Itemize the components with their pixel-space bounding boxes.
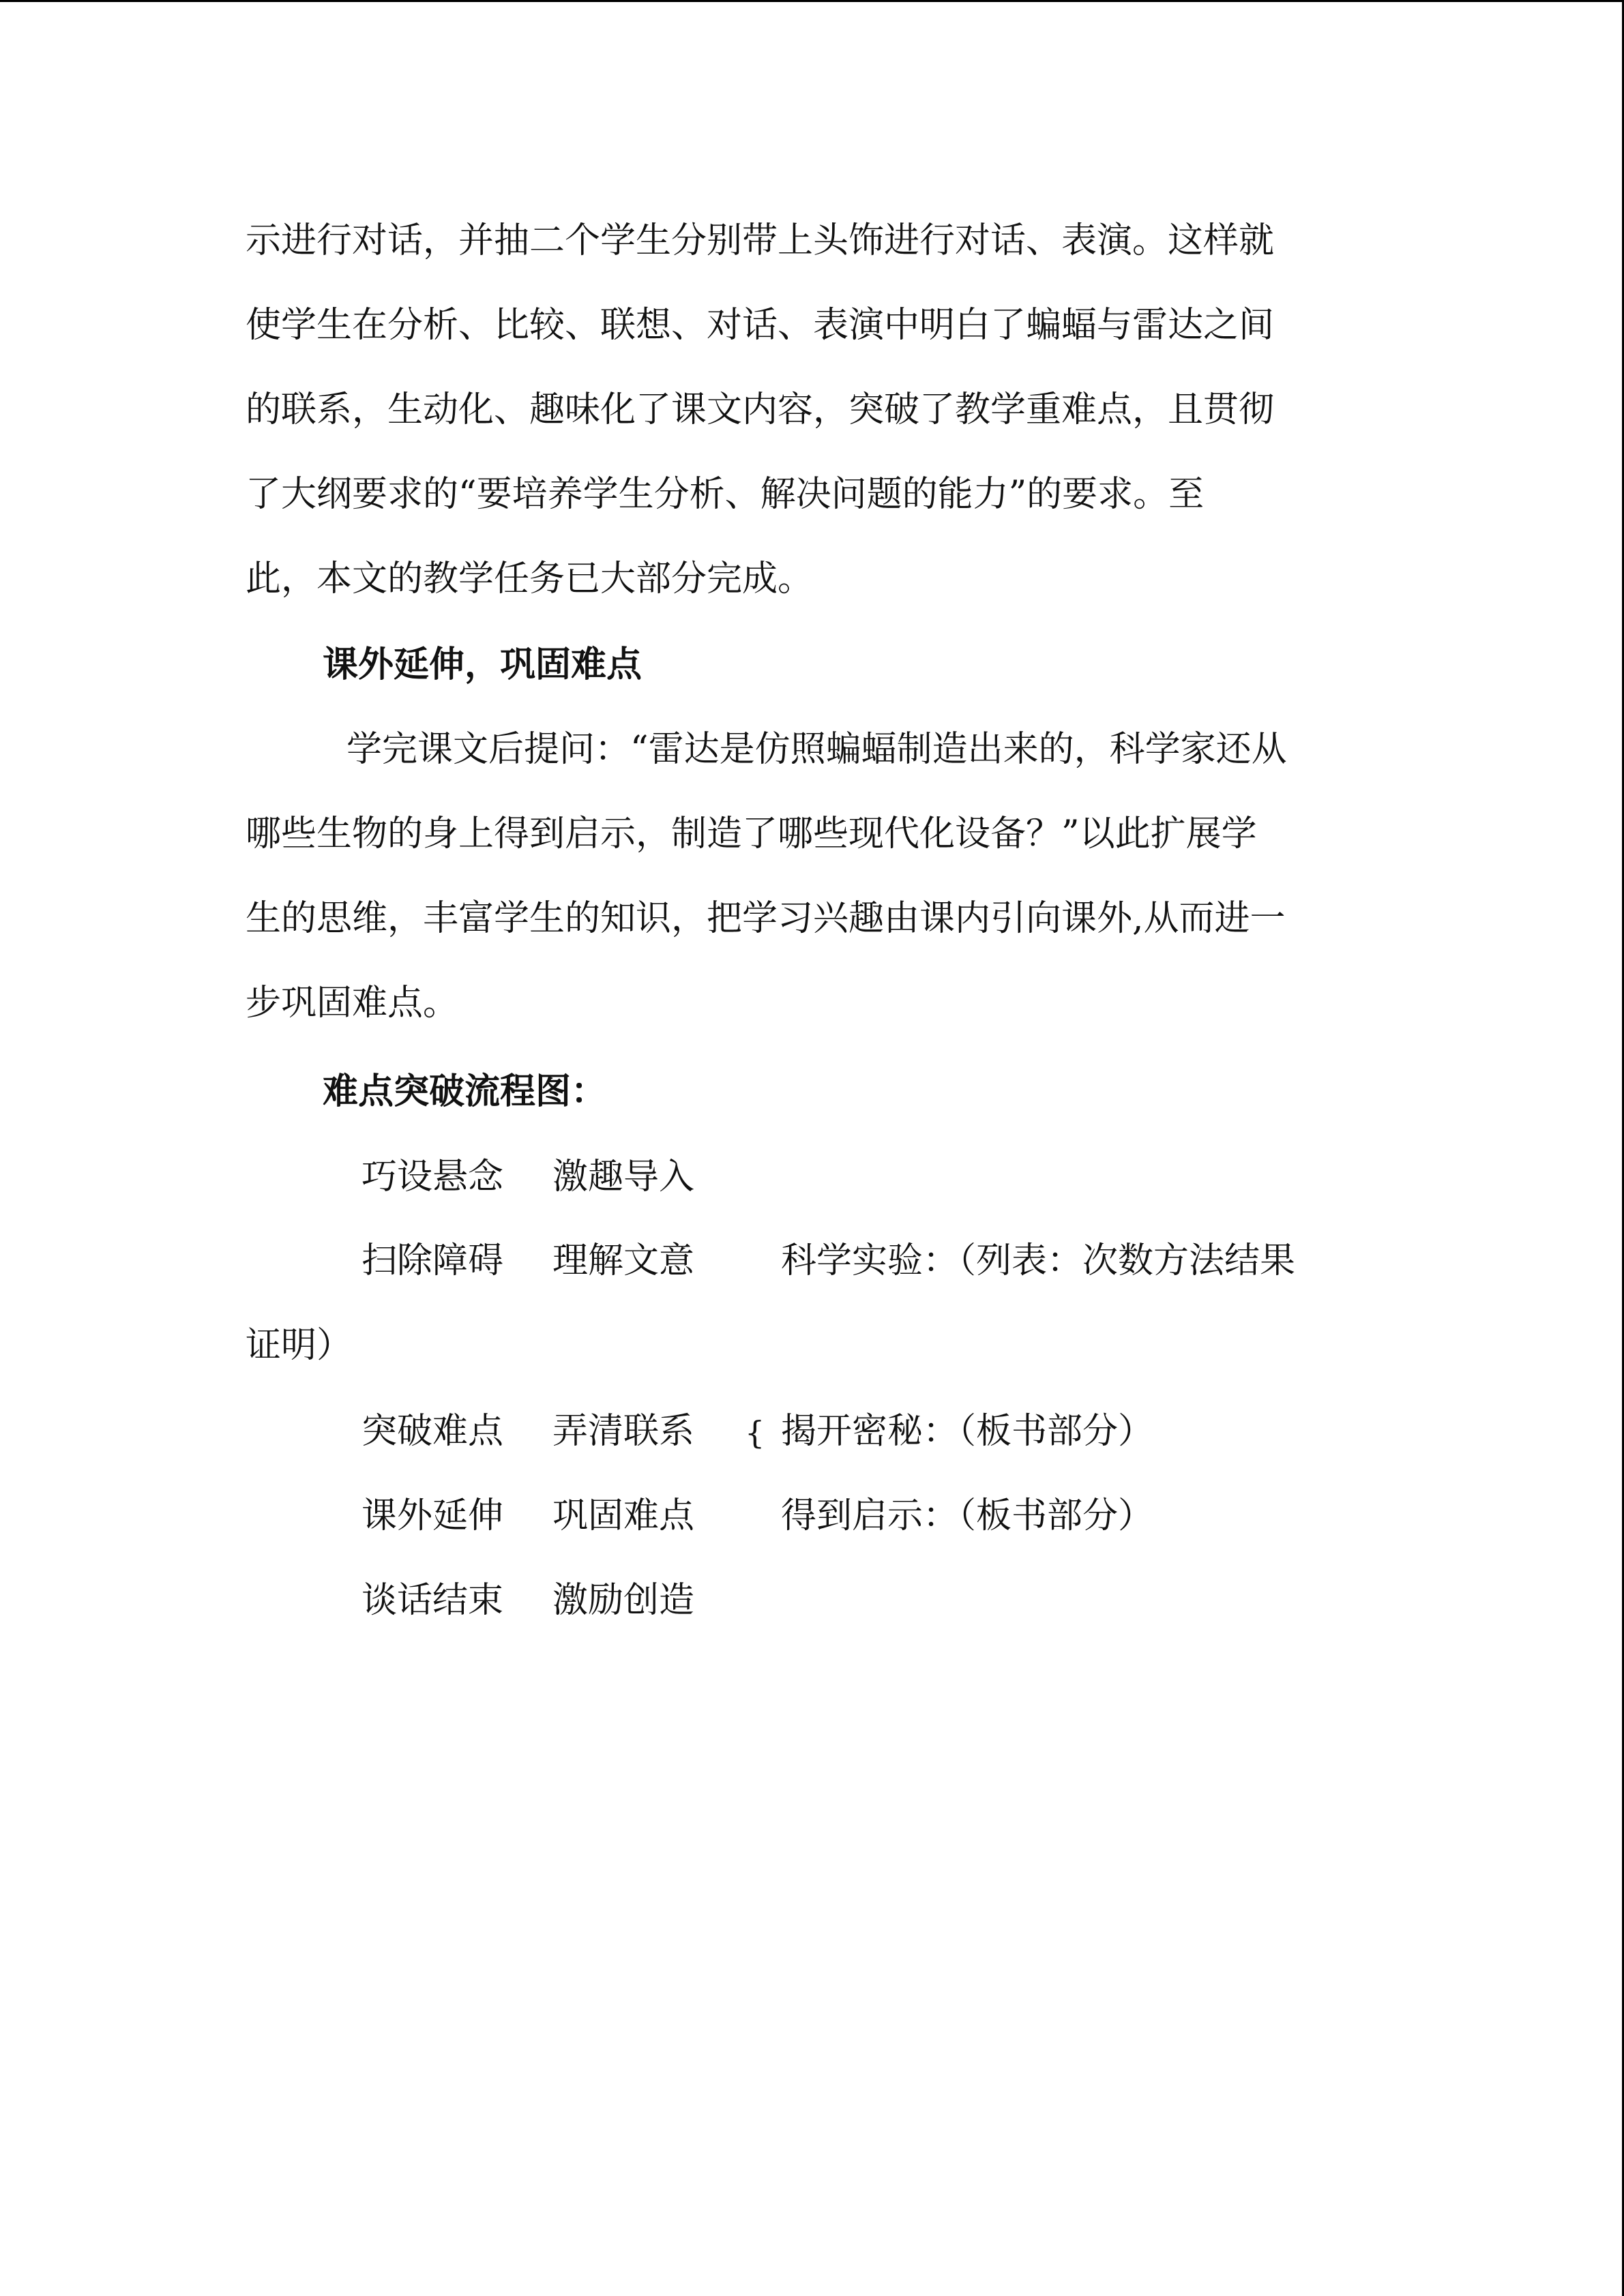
flow-branch: 科学实验：（列表：次数方法结果 bbox=[781, 1240, 1296, 1281]
paragraph-line: 生的思维，丰富学生的知识，把学习兴趣由课内引向课外,从而进一 bbox=[246, 898, 1286, 939]
flow-goal: 激趣导入 bbox=[552, 1157, 695, 1197]
paragraph-line: 此，本文的教学任务已大部分完成。 bbox=[246, 558, 814, 599]
flow-step: 课外延伸 bbox=[361, 1495, 504, 1536]
paragraph-line: 学完课文后提问：“雷达是仿照蝙蝠制造出来的，科学家还从 bbox=[346, 729, 1287, 770]
flow-step: 谈话结束 bbox=[361, 1580, 504, 1621]
flow-step: 扫除障碍 bbox=[361, 1240, 504, 1281]
flow-branch: 得到启示：（板书部分） bbox=[781, 1495, 1154, 1536]
flow-step: 突破难点 bbox=[361, 1411, 504, 1452]
flow-step: 巧设悬念 bbox=[361, 1157, 504, 1197]
flow-goal: 激励创造 bbox=[552, 1580, 695, 1621]
flow-goal: 弄清联系 bbox=[552, 1411, 695, 1452]
flow-branch-continuation: 证明） bbox=[246, 1325, 353, 1366]
paragraph-line: 使学生在分析、比较、联想、对话、表演中明白了蝙蝠与雷达之间 bbox=[246, 305, 1275, 346]
paragraph-line: 的联系，生动化、趣味化了课文内容，突破了教学重难点，且贯彻 bbox=[246, 389, 1275, 430]
flow-branch: 揭开密秘：（板书部分） bbox=[781, 1411, 1154, 1452]
paragraph-line: 哪些生物的身上得到启示，制造了哪些现代化设备？”以此扩展学 bbox=[246, 814, 1257, 854]
flow-goal: 理解文意 bbox=[552, 1240, 695, 1281]
paragraph-line: 了大纲要求的“要培养学生分析、解决问题的能力”的要求。至 bbox=[246, 474, 1205, 515]
flow-goal: 巩固难点 bbox=[552, 1495, 695, 1536]
paragraph-line: 示进行对话，并抽二个学生分别带上头饰进行对话、表演。这样就 bbox=[246, 220, 1275, 261]
flow-brace: { bbox=[745, 1414, 765, 1451]
flowchart-heading: 难点突破流程图： bbox=[323, 1071, 607, 1112]
page-top-border bbox=[0, 0, 1624, 2]
paragraph-line: 步巩固难点。 bbox=[246, 983, 459, 1024]
section-heading: 课外延伸，巩固难点 bbox=[323, 644, 643, 685]
